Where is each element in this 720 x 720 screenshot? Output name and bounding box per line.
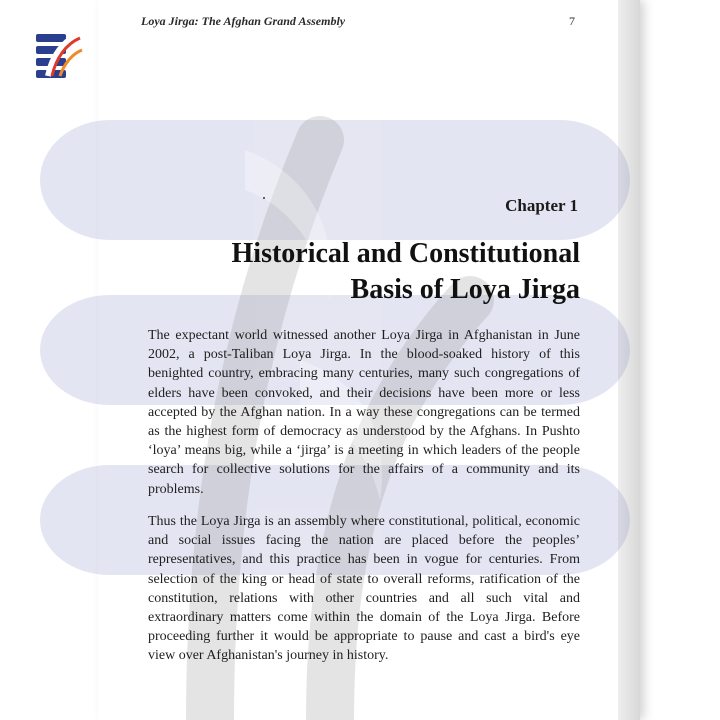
scan-speck (263, 197, 265, 199)
running-header-title: Loya Jirga: The Afghan Grand Assembly (141, 14, 346, 28)
publisher-logo-icon (34, 30, 84, 80)
chapter-label: Chapter 1 (505, 196, 578, 215)
chapter-title-line-2: Basis of Loya Jirga (350, 274, 580, 305)
page-number: 7 (569, 14, 575, 28)
chapter-title (180, 236, 580, 308)
body-paragraph-1: The expectant world witnessed another Loya Jirga in Afghanistan in June 2002, a post-Taliban Loya Jirga. In the blood-soaked history of this benighted country, embracing many centuries, many such congregations of elders have been convoked, and their decisions have been more or less accepted by the Afghan nation. In a way these congregations can be termed as the highest form of democracy as understood by the Afghans. In Pushto ‘loya’ means big, while a ‘jirga’ is a meeting in which leaders of the people search for collective solutions for the affairs of a community and its problems. (148, 328, 580, 497)
body-paragraph-2: Thus the Loya Jirga is an assembly where constitutional, political, economic and social issues facing the nation are placed before the peoples’ representatives, and this practice has been in vogue for centuries. From selection of the king or head of state to overall reforms, ratification of the constitution, relations with other countries and all such vital and extraordinary matters come within the domain of the Loya Jirga. Before proceeding further it would be appropriate to pause and cast a bird's eye view over Afghanistan's journey in history. (148, 514, 580, 664)
chapter-title-line-1: Historical and Constitutional (231, 238, 580, 269)
